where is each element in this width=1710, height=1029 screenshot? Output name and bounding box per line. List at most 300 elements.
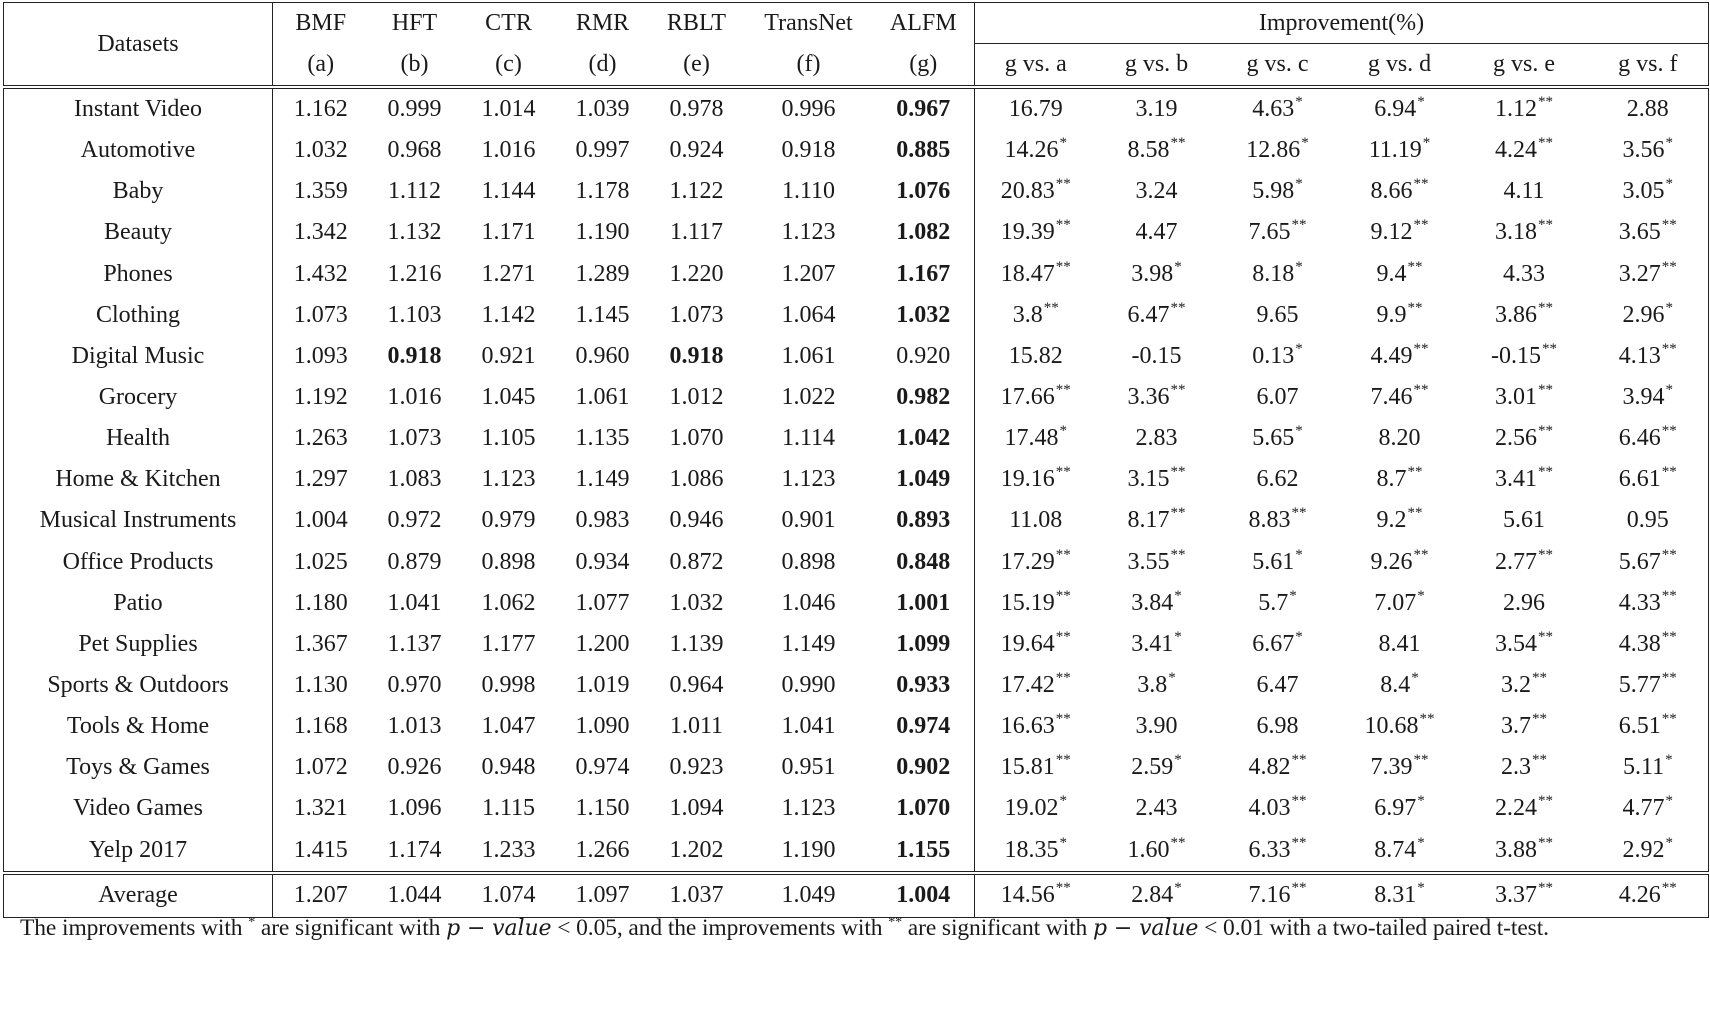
score-cell: 0.982 — [896, 384, 951, 411]
method-header-ctr: CTR — [461, 3, 557, 44]
score-cell: 0.990 — [781, 672, 836, 699]
improvement-cell — [1588, 87, 1709, 130]
improvement-value: 17.29 — [1000, 548, 1055, 575]
score-cell: 0.920 — [896, 342, 951, 369]
table-row — [4, 624, 1709, 665]
improvement-value-wrap — [1501, 672, 1547, 699]
improvement-cell — [1097, 418, 1217, 459]
dataset-name: Sports & Outdoors — [4, 665, 273, 706]
significance-marker: * — [1417, 834, 1425, 851]
improvement-cell — [1588, 873, 1709, 918]
score-cell: 1.094 — [669, 795, 724, 822]
improvement-value: 2.24 — [1495, 795, 1537, 822]
score-cell: 1.110 — [781, 178, 836, 205]
header-row-methods — [4, 3, 1709, 44]
score-cell: 1.096 — [387, 795, 442, 822]
score-cell: 0.879 — [387, 548, 442, 575]
improvement-value: 7.39 — [1370, 754, 1413, 781]
improvement-value: 3.84 — [1131, 589, 1174, 616]
improvement-cell — [1097, 788, 1217, 829]
improvement-value-wrap — [1252, 96, 1303, 123]
improvement-value-wrap — [1128, 137, 1186, 164]
significance-marker: * — [1665, 752, 1673, 769]
improvement-cell — [1097, 830, 1217, 873]
improvement-value-wrap — [1252, 546, 1303, 576]
improvement-value: 7.65 — [1248, 219, 1291, 246]
improvement-value: 9.12 — [1370, 219, 1413, 246]
improvement-cell — [1588, 459, 1709, 500]
improvement-value-wrap — [1127, 299, 1186, 329]
improvement-cell — [1588, 377, 1709, 418]
improvement-value-wrap — [1136, 96, 1178, 123]
score-cell: 1.192 — [273, 377, 369, 418]
score-cell: 1.149 — [575, 466, 630, 493]
significance-marker: ** — [1170, 546, 1186, 563]
improvement-value-wrap — [1009, 507, 1062, 534]
improvement-cell — [975, 624, 1097, 665]
improvement-cell — [1217, 87, 1339, 130]
improvement-cell — [1588, 706, 1709, 747]
improvement-cell — [1217, 830, 1339, 873]
score-cell: 1.049 — [745, 873, 873, 918]
significance-marker: ** — [1538, 299, 1553, 316]
score-cell: 1.011 — [669, 713, 724, 740]
table-row — [4, 171, 1709, 212]
improvement-cell — [1339, 336, 1461, 377]
improvement-cell — [1097, 500, 1217, 541]
improvement-value-wrap — [1495, 546, 1553, 576]
improvement-value-wrap — [1495, 219, 1553, 246]
improvement-cell — [975, 87, 1097, 130]
table-row — [4, 459, 1709, 500]
improvement-value: 6.97 — [1374, 795, 1417, 822]
score-cell: 1.216 — [387, 260, 442, 287]
method-letter-a: (a) — [273, 44, 369, 88]
score-cell: 1.004 — [873, 873, 975, 918]
improvement-cell — [1339, 788, 1461, 829]
improvement-cell — [975, 542, 1097, 583]
improvement-value: 4.47 — [1135, 219, 1178, 246]
score-cell: 1.297 — [273, 459, 369, 500]
significance-marker: ** — [1661, 340, 1677, 357]
score-cell: 0.898 — [781, 548, 836, 575]
improvement-cell — [1588, 583, 1709, 624]
improvement-value: 4.11 — [1503, 178, 1545, 205]
improvement-value-wrap — [1618, 546, 1677, 576]
dataset-name: Pet Supplies — [4, 624, 273, 665]
improvement-value-wrap — [1501, 713, 1547, 740]
score-cell: 1.016 — [481, 137, 536, 164]
significance-marker: * — [1174, 587, 1182, 604]
improvement-value-wrap — [1136, 178, 1178, 205]
score-cell: 1.045 — [481, 384, 536, 411]
score-cell: 0.902 — [896, 754, 951, 781]
improvement-cell — [975, 459, 1097, 500]
improvement-cell — [1217, 171, 1339, 212]
score-cell: 1.070 — [896, 795, 951, 822]
improvement-value-wrap — [1257, 466, 1299, 493]
improvement-cell — [1588, 788, 1709, 829]
improvement-value-wrap — [1001, 219, 1071, 246]
table-row — [4, 254, 1709, 295]
score-cell: 0.918 — [387, 342, 442, 369]
improvement-cell — [1588, 830, 1709, 873]
improvement-cell — [1097, 747, 1217, 788]
improvement-value: 5.7 — [1258, 589, 1289, 616]
improvement-value: 3.94 — [1622, 384, 1665, 411]
improvement-value-wrap — [1379, 631, 1421, 658]
improvement-cell — [1461, 747, 1588, 788]
improvement-cell — [1461, 130, 1588, 171]
improvement-cell — [1097, 171, 1217, 212]
improvement-value: 3.24 — [1135, 178, 1178, 205]
table-average — [4, 873, 1709, 918]
table-row — [4, 583, 1709, 624]
improvement-value-wrap — [1136, 219, 1178, 246]
score-cell: 0.934 — [575, 548, 630, 575]
table-row — [4, 130, 1709, 171]
improvement-value: 9.2 — [1376, 507, 1407, 534]
score-cell: 1.093 — [273, 336, 369, 377]
improvement-value-wrap — [1249, 219, 1307, 246]
improvement-value: 4.49 — [1370, 342, 1413, 369]
score-cell: 1.061 — [575, 384, 630, 411]
improvement-value: 8.4 — [1380, 672, 1411, 699]
improvement-value: 16.79 — [1008, 96, 1063, 123]
score-cell: 1.266 — [575, 836, 630, 863]
improvement-cell — [1588, 665, 1709, 706]
score-cell: 1.177 — [481, 630, 536, 657]
improvement-value: 6.33 — [1248, 836, 1291, 863]
improvement-value-wrap — [1128, 466, 1186, 493]
improvement-value: 2.88 — [1626, 96, 1669, 123]
significance-marker: ** — [1661, 711, 1677, 728]
improvement-cell — [1097, 130, 1217, 171]
score-cell: 1.190 — [575, 219, 630, 246]
significance-marker: ** — [1538, 382, 1553, 399]
score-cell: 1.168 — [273, 706, 369, 747]
improvement-value: 2.43 — [1135, 795, 1178, 822]
score-cell: 0.972 — [387, 507, 442, 534]
improvement-value: 5.11 — [1622, 754, 1665, 781]
improvement-value: 3.8 — [1137, 672, 1168, 699]
improvement-cell — [1461, 212, 1588, 253]
score-cell: 1.145 — [575, 301, 630, 328]
significance-marker: * — [1295, 628, 1303, 645]
improvement-cell — [1461, 459, 1588, 500]
improvement-value: 8.66 — [1370, 178, 1413, 205]
improvement-value-wrap — [1001, 466, 1071, 493]
significance-marker: ** — [1170, 135, 1186, 152]
significance-marker: ** — [1538, 834, 1553, 851]
improvement-value: 6.07 — [1256, 384, 1299, 411]
improvement-cell — [1461, 583, 1588, 624]
score-cell: 1.086 — [669, 466, 724, 493]
improvement-value: 9.9 — [1376, 301, 1407, 328]
significance-marker: ** — [1291, 752, 1307, 769]
improvement-value: 12.86 — [1246, 137, 1301, 164]
improvement-value: 5.67 — [1618, 548, 1661, 575]
improvement-cell — [975, 295, 1097, 336]
score-cell: 1.099 — [896, 630, 951, 657]
improvement-value: 0.13 — [1252, 342, 1295, 369]
improvement-value-wrap — [1004, 834, 1068, 864]
score-cell: 1.013 — [387, 713, 442, 740]
results-table — [3, 2, 1709, 918]
improvement-value: 4.77 — [1622, 795, 1665, 822]
score-cell: 1.039 — [557, 87, 649, 130]
improvement-cell — [1097, 706, 1217, 747]
improvement-value: 7.16 — [1248, 882, 1291, 909]
improvement-value-wrap — [1627, 96, 1669, 123]
improvement-value-wrap — [1131, 628, 1182, 658]
significance-marker: ** — [1407, 464, 1423, 481]
improvement-value: 8.83 — [1248, 507, 1291, 534]
score-cell: 0.893 — [896, 507, 951, 534]
score-cell: 1.207 — [273, 873, 369, 918]
score-cell: 1.022 — [781, 384, 836, 411]
improvement-value: 9.26 — [1370, 548, 1413, 575]
improvement-value-wrap — [1376, 258, 1423, 288]
score-cell: 1.105 — [481, 425, 536, 452]
improvement-cell — [1588, 747, 1709, 788]
improvement-cell — [1217, 418, 1339, 459]
score-cell: 1.046 — [781, 589, 836, 616]
significance-marker: ** — [1043, 299, 1059, 316]
improvement-cell — [975, 377, 1097, 418]
significance-marker: ** — [1291, 217, 1307, 234]
improvement-cell — [1339, 254, 1461, 295]
score-cell: 0.968 — [387, 137, 442, 164]
improvement-value-wrap — [1000, 258, 1071, 288]
improvement-value-wrap — [1380, 672, 1419, 699]
improvement-value-wrap — [1374, 834, 1425, 864]
improvement-value: 4.03 — [1248, 795, 1291, 822]
improvement-cell — [1097, 873, 1217, 918]
improvement-value-wrap — [1495, 795, 1553, 822]
score-cell: 0.948 — [481, 754, 536, 781]
improvement-value: 3.19 — [1135, 96, 1178, 123]
improvement-cell — [1217, 254, 1339, 295]
improvement-cell — [1097, 665, 1217, 706]
improvement-value: 3.15 — [1127, 466, 1170, 493]
improvement-cell — [1217, 295, 1339, 336]
dataset-name: Clothing — [4, 295, 273, 336]
improvement-cell — [1461, 418, 1588, 459]
improvement-value: 3.8 — [1012, 301, 1043, 328]
improvement-value: 16.63 — [1000, 713, 1055, 740]
improvement-value: 3.54 — [1495, 630, 1537, 657]
improvement-value: 4.63 — [1252, 96, 1295, 123]
improvement-value: 6.98 — [1256, 713, 1299, 740]
improvement-value: 2.83 — [1135, 425, 1178, 452]
improvement-value-wrap — [1503, 178, 1544, 205]
improvement-value: 3.98 — [1131, 260, 1174, 287]
improvement-cell — [1588, 130, 1709, 171]
improvement-value: 3.56 — [1622, 137, 1665, 164]
significance-marker: * — [1301, 135, 1309, 152]
improvement-value-wrap — [1619, 219, 1677, 246]
improvement-value-wrap — [1623, 754, 1673, 781]
table-row — [4, 665, 1709, 706]
improvement-value-wrap — [1379, 425, 1421, 452]
significance-marker: ** — [1055, 880, 1071, 897]
improvement-value-wrap — [1369, 137, 1431, 164]
footnote-text: < 0.01 with a two-tailed paired t-test. — [1198, 915, 1549, 941]
improvement-value-wrap — [1495, 425, 1553, 452]
improvement-value: 2.84 — [1131, 882, 1174, 909]
significance-marker: ** — [1413, 752, 1429, 769]
improvement-value: 3.55 — [1127, 548, 1170, 575]
significance-marker: * — [1295, 94, 1303, 111]
improvement-cell — [1097, 377, 1217, 418]
score-cell: 1.115 — [481, 795, 536, 822]
improvement-value-wrap — [1503, 261, 1545, 288]
footnote-math-pvalue: p − value — [1092, 916, 1199, 941]
improvement-value: 19.16 — [1000, 466, 1055, 493]
improvement-value: 9.4 — [1376, 260, 1407, 287]
score-cell: 1.150 — [575, 795, 630, 822]
significance-marker: * — [1059, 834, 1067, 851]
table-header — [4, 3, 1709, 88]
method-letter-d: (d) — [588, 50, 617, 77]
improvement-value-wrap — [1257, 672, 1299, 699]
dataset-name: Phones — [4, 254, 273, 295]
improvement-value: 6.47 — [1256, 672, 1299, 699]
comparison-header-b: g vs. b — [1124, 51, 1189, 77]
improvement-value-wrap — [1136, 425, 1178, 452]
improvement-value: 10.68 — [1364, 713, 1419, 740]
improvement-cell — [1339, 665, 1461, 706]
improvement-cell — [1217, 500, 1339, 541]
dataset-name: Grocery — [4, 377, 273, 418]
improvement-cell — [1461, 830, 1588, 873]
improvement-cell — [1339, 830, 1461, 873]
improvement-cell — [1461, 171, 1588, 212]
score-cell: 1.263 — [273, 418, 369, 459]
improvement-value-wrap — [1136, 713, 1178, 740]
score-cell: 0.978 — [649, 87, 745, 130]
improvement-value: 18.47 — [1000, 260, 1055, 287]
score-cell: 1.047 — [481, 713, 536, 740]
significance-marker: ** — [1538, 464, 1553, 481]
score-cell: 1.135 — [575, 425, 630, 452]
significance-marker: ** — [1413, 340, 1429, 357]
significance-marker: * — [1665, 793, 1674, 810]
improvement-value: 5.65 — [1252, 425, 1295, 452]
improvement-cell — [1339, 747, 1461, 788]
improvement-value: 4.33 — [1618, 589, 1661, 616]
significance-marker: ** — [1170, 382, 1186, 399]
improvement-value: 8.58 — [1127, 137, 1170, 164]
improvement-value-wrap — [1370, 340, 1429, 370]
improvement-value: 2.96 — [1622, 301, 1665, 328]
score-cell: 0.885 — [896, 137, 951, 164]
improvement-cell — [1217, 624, 1339, 665]
score-cell: 0.926 — [387, 754, 442, 781]
dataset-name: Health — [4, 418, 273, 459]
improvement-value: 5.98 — [1252, 178, 1295, 205]
improvement-cell — [1461, 87, 1588, 130]
improvement-value: 4.38 — [1618, 630, 1661, 657]
improvement-cell — [1461, 665, 1588, 706]
improvement-value: 6.94 — [1374, 96, 1417, 123]
improvement-value: 8.7 — [1376, 466, 1407, 493]
improvement-cell — [975, 254, 1097, 295]
improvement-cell — [1461, 624, 1588, 665]
significance-marker: ** — [1419, 711, 1435, 728]
improvement-value: 5.61 — [1252, 548, 1295, 575]
improvement-value-wrap — [1128, 507, 1186, 534]
score-cell: 1.342 — [273, 212, 369, 253]
improvement-value: 3.65 — [1618, 219, 1661, 246]
score-cell: 0.967 — [873, 87, 975, 130]
improvement-cell — [1461, 295, 1588, 336]
average-row — [4, 873, 1709, 918]
score-cell: 1.032 — [273, 130, 369, 171]
score-cell: 1.123 — [781, 466, 836, 493]
table-row — [4, 212, 1709, 253]
significance-marker: ** — [1291, 834, 1307, 851]
significance-marker: ** — [1055, 176, 1071, 193]
significance-marker: ** — [1291, 880, 1307, 897]
improvement-value-wrap — [1137, 672, 1176, 699]
improvement-value-wrap — [1001, 384, 1071, 411]
improvement-cell — [1339, 459, 1461, 500]
significance-marker: * — [1411, 670, 1419, 687]
method-letter-g: (g) — [909, 50, 938, 77]
score-cell: 1.432 — [273, 254, 369, 295]
improvement-value: 17.66 — [1000, 384, 1055, 411]
score-cell: 1.041 — [387, 589, 442, 616]
score-cell: 0.999 — [369, 87, 461, 130]
improvement-cell — [1461, 706, 1588, 747]
improvement-cell — [1217, 459, 1339, 500]
score-cell: 1.004 — [273, 500, 369, 541]
improvement-value-wrap — [1365, 713, 1435, 740]
significance-marker: ** — [1055, 711, 1071, 728]
improvement-cell — [975, 747, 1097, 788]
improvement-cell — [1339, 706, 1461, 747]
improvement-cell — [1217, 377, 1339, 418]
score-cell: 0.951 — [781, 754, 836, 781]
significance-marker: ** — [1055, 628, 1071, 645]
improvement-value-wrap — [1001, 713, 1071, 740]
score-cell: 1.137 — [387, 630, 442, 657]
score-cell: 0.918 — [781, 137, 836, 164]
score-cell: 0.918 — [669, 342, 724, 369]
improvement-value-wrap — [1131, 587, 1182, 617]
score-cell: 1.144 — [481, 178, 536, 205]
comparison-header-e: g vs. e — [1493, 51, 1555, 77]
improvement-value-wrap — [1252, 178, 1303, 205]
significance-marker: * — [1417, 94, 1425, 111]
improvement-value: 3.01 — [1495, 384, 1537, 411]
improvement-value-wrap — [1491, 340, 1557, 370]
improvement-value-wrap — [1246, 137, 1309, 164]
improvement-value-wrap — [1001, 672, 1071, 699]
score-cell: 1.042 — [896, 425, 951, 452]
improvement-value-wrap — [1495, 628, 1553, 658]
score-cell: 1.155 — [896, 836, 951, 863]
score-cell: 0.924 — [669, 137, 724, 164]
score-cell: 1.200 — [575, 630, 630, 657]
improvement-value-wrap — [1495, 466, 1553, 493]
improvement-value: 2.92 — [1622, 836, 1665, 863]
improvement-cell — [1588, 171, 1709, 212]
significance-marker: ** — [1532, 752, 1547, 769]
improvement-value: 15.19 — [1000, 589, 1055, 616]
